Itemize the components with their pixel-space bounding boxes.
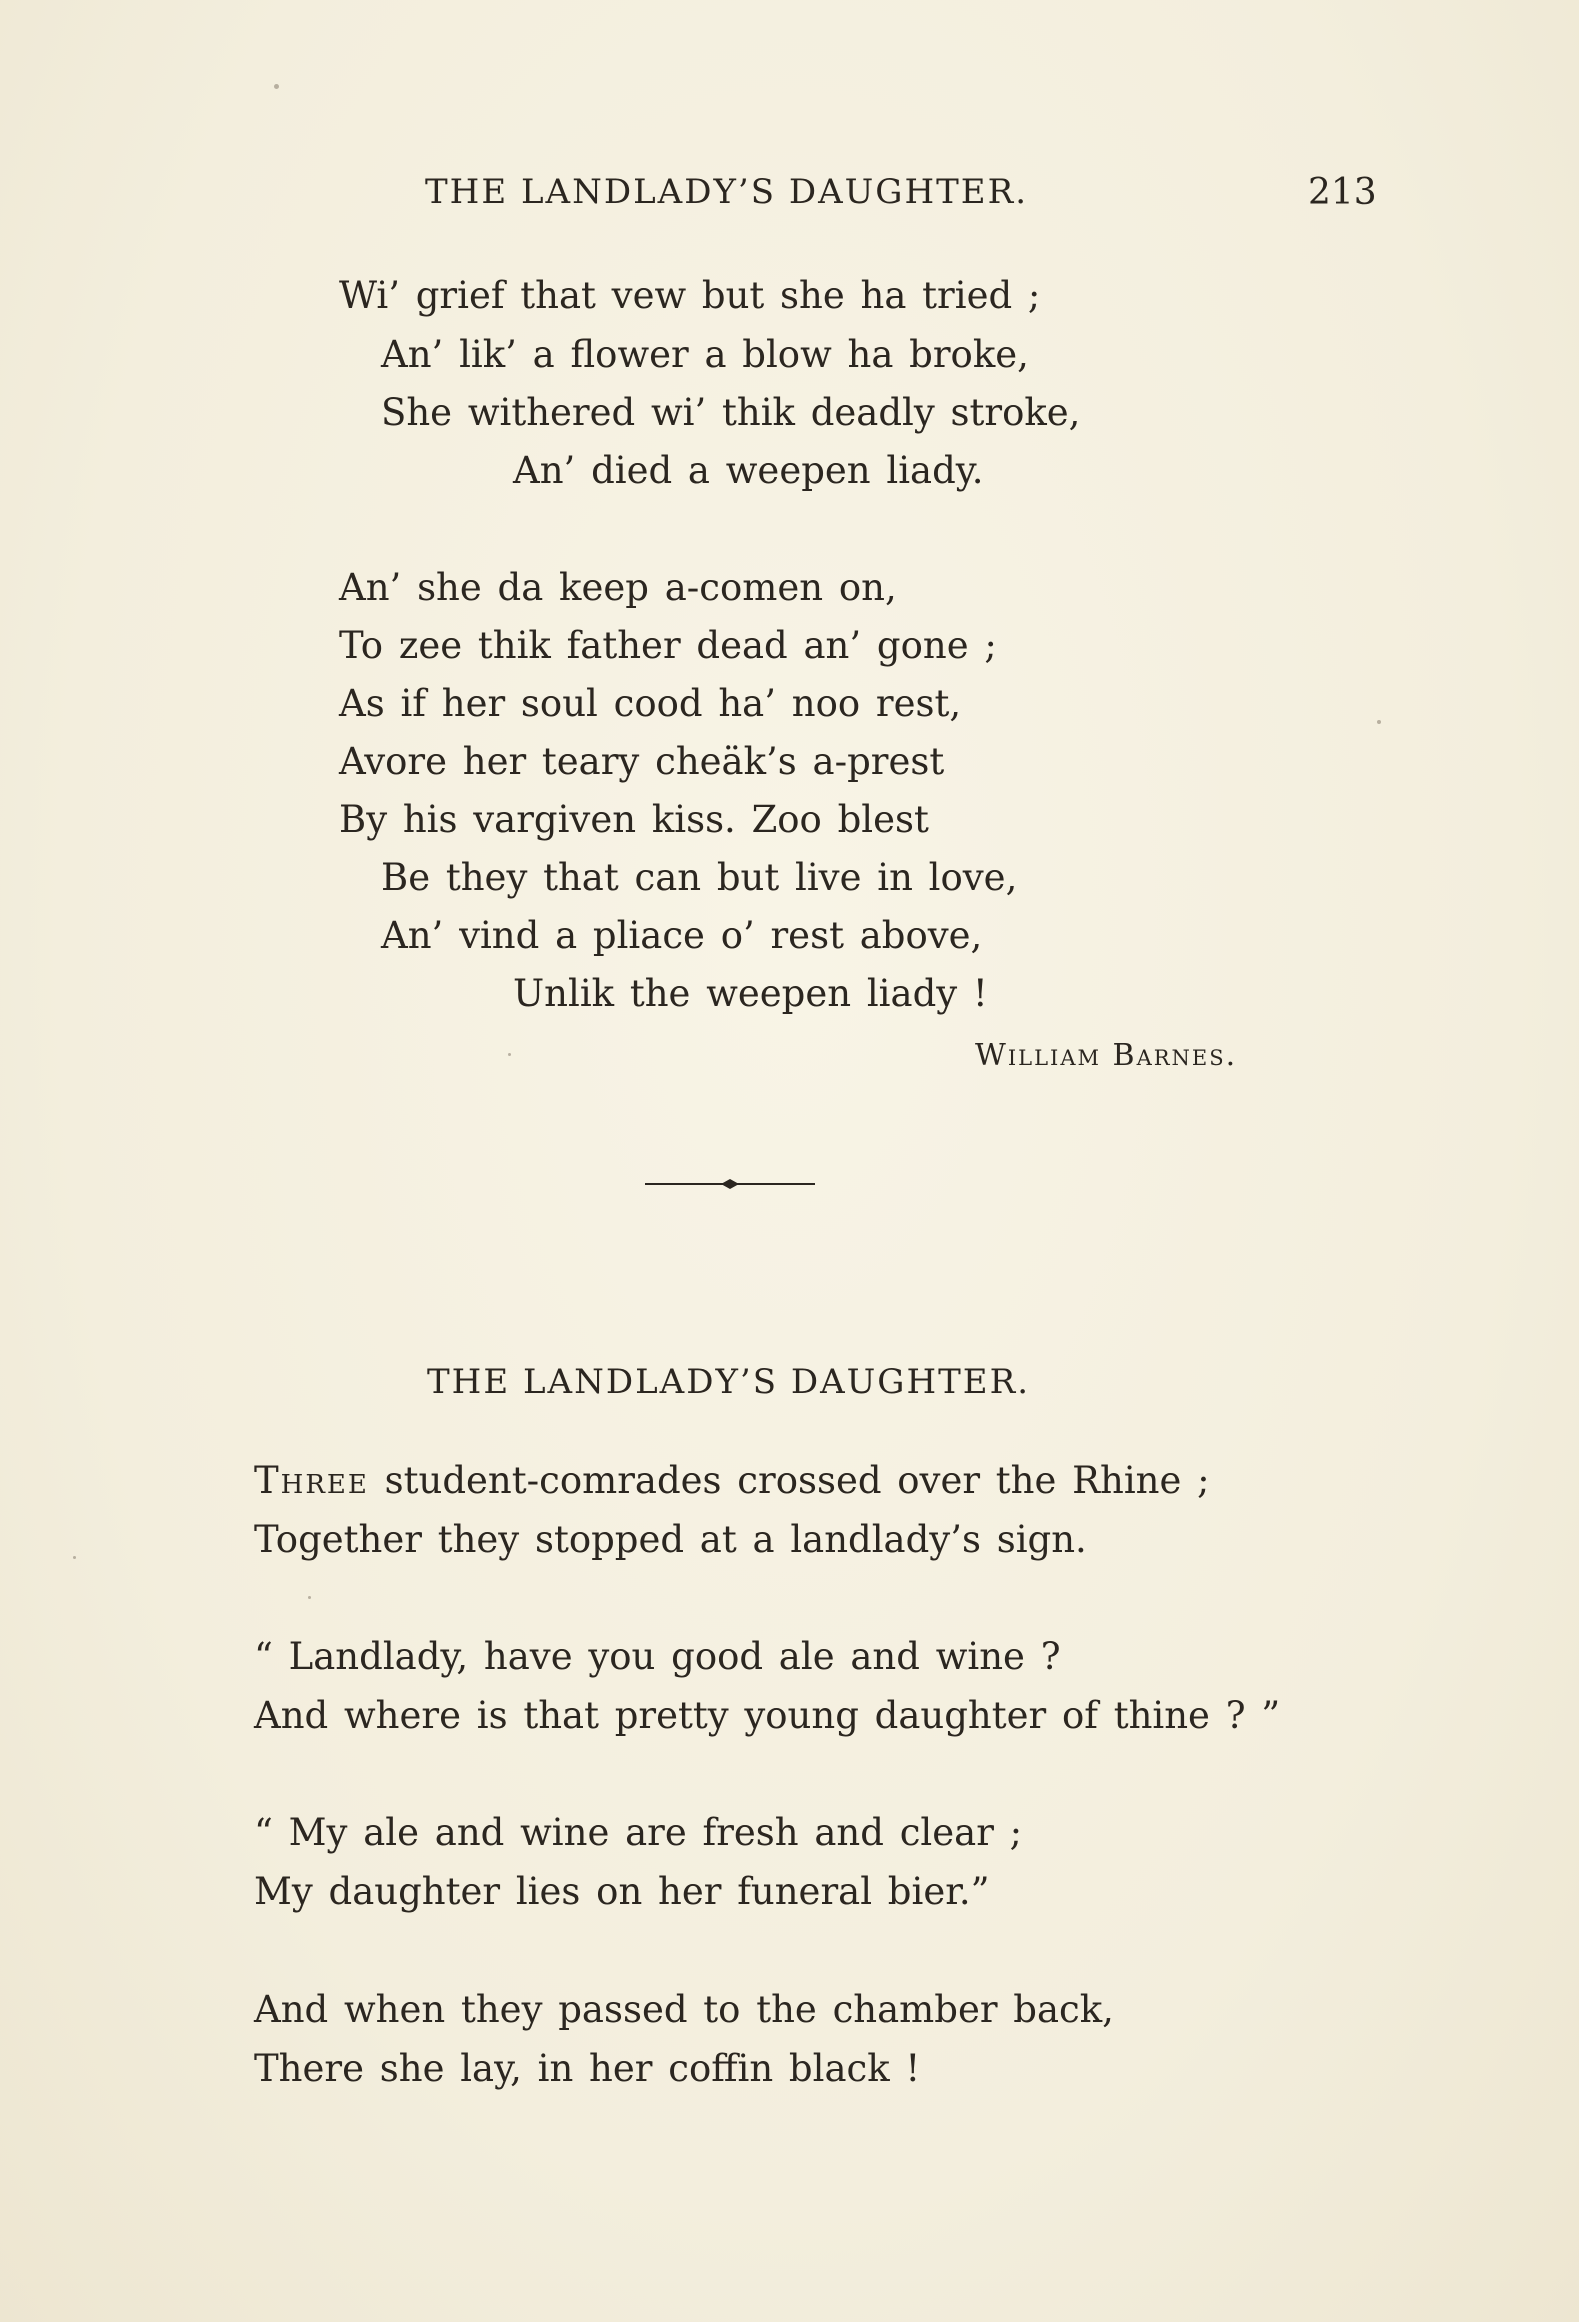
verse-line: She withered wi’ thik deadly stroke, (381, 391, 1081, 434)
running-title: THE LANDLADY’S DAUGHTER. (425, 172, 1029, 212)
verse-line (254, 1458, 1210, 1504)
paper-speck (73, 1556, 76, 1559)
page-number: 213 (1308, 172, 1377, 213)
verse-line-rest: student-comrades crossed over the Rhine ; (368, 1459, 1210, 1502)
verse-line: An’ vind a pliace o’ rest above, (381, 914, 983, 957)
verse-line: Wi’ grief that vew but she ha tried ; (339, 274, 1041, 317)
verse-line: Together they stopped at a landlady’s sign. (254, 1518, 1087, 1561)
ornament-rule (645, 1178, 815, 1190)
verse-line: “ My ale and wine are fresh and clear ; (254, 1811, 1023, 1854)
verse-line: By his vargiven kiss. Zoo blest (339, 798, 929, 841)
verse-line: There she lay, in her coffin black ! (254, 2047, 921, 2090)
verse-line: As if her soul cood ha’ noo rest, (339, 682, 962, 725)
verse-line: An’ she da keep a-comen on, (339, 566, 897, 609)
verse-line: An’ lik’ a flower a blow ha broke, (381, 333, 1029, 376)
verse-line: An’ died a weepen liady. (513, 449, 984, 492)
running-head (0, 172, 1579, 222)
verse-line: And where is that pretty young daughter of thine ? ” (254, 1694, 1281, 1737)
attribution: William Barnes. (975, 1038, 1238, 1073)
paper-speck (274, 84, 279, 89)
section-title: THE LANDLADY’S DAUGHTER. (427, 1362, 1031, 1402)
paper-speck (508, 1053, 511, 1056)
verse-line: My daughter lies on her funeral bier.” (254, 1870, 990, 1913)
paper-speck (1377, 720, 1381, 724)
paper-speck (308, 1596, 311, 1599)
verse-line: And when they passed to the chamber back, (254, 1988, 1114, 2031)
verse-line: “ Landlady, have you good ale and wine ? (254, 1635, 1061, 1678)
verse-line: Unlik the weepen liady ! (513, 972, 988, 1015)
verse-line: To zee thik father dead an’ gone ; (339, 624, 997, 667)
verse-line: Be they that can but live in love, (381, 856, 1018, 899)
verse-line: Avore her teary cheäk’s a-prest (339, 740, 945, 783)
drop-word: Three (254, 1459, 369, 1502)
